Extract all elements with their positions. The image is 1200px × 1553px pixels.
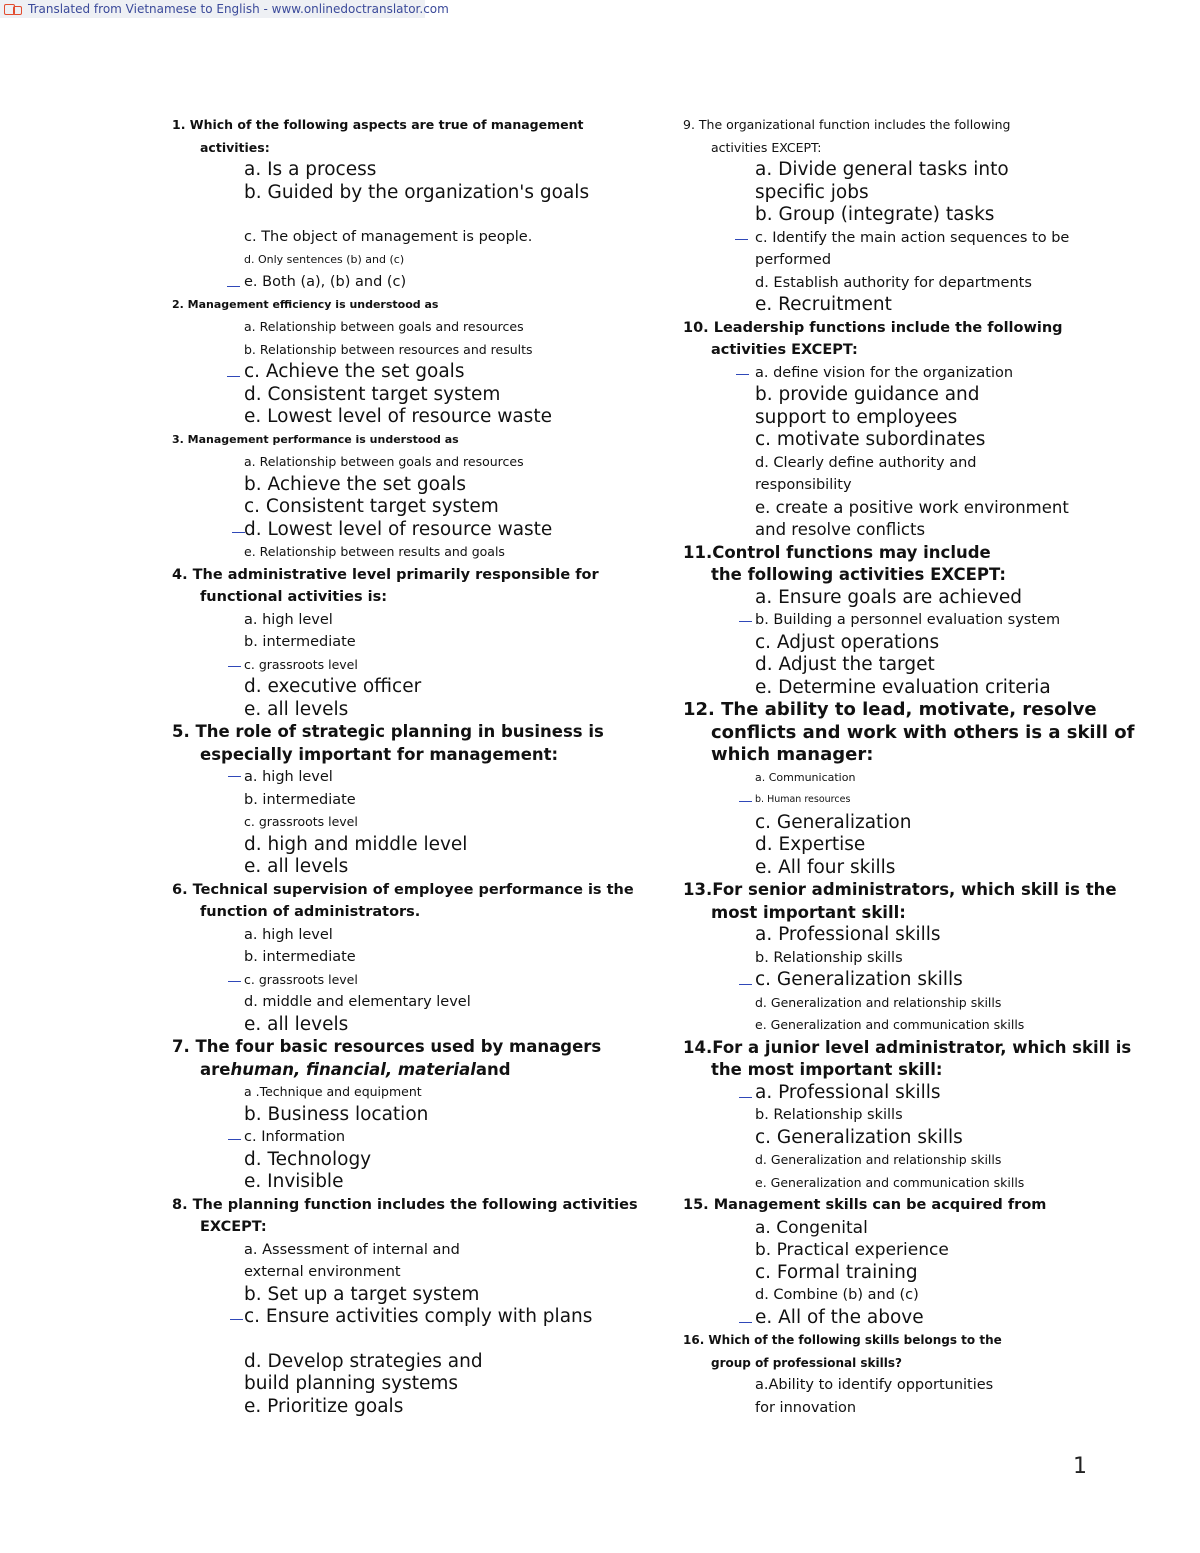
question-15 (683, 1194, 1153, 1329)
option-e: e. All of the above (683, 1307, 1153, 1330)
option-a: a. Communication (755, 770, 856, 784)
question-14 (683, 1037, 1153, 1195)
option-a: a. Divide general tasks into specific jobs (755, 159, 1009, 203)
question-4 (172, 564, 642, 722)
option-e: e. Prioritize goals (244, 1395, 404, 1417)
option-e: e. Lowest level of resource waste (244, 406, 552, 427)
option-d: d. middle and elementary level (244, 994, 471, 1010)
option-b: b. Business location (244, 1103, 429, 1125)
answer-mark (736, 374, 749, 375)
option-c: c. grassroots level (172, 969, 642, 992)
question-title: 15. Management skills can be acquired from (683, 1197, 1047, 1213)
option-a: a. high level (244, 611, 333, 628)
option-d: d. executive officer (244, 676, 422, 697)
option-d: d. Clearly define authority and responsibility (755, 454, 977, 493)
option-b: b. intermediate (244, 634, 356, 650)
answer-mark (227, 286, 240, 287)
option-a: a. Professional skills (755, 924, 941, 945)
right-column (683, 114, 1153, 1419)
option-a: a. Ensure goals are achieved (755, 586, 1023, 608)
answer-mark (230, 1319, 243, 1320)
question-9 (683, 114, 1153, 317)
option-e: e. Generalization and communication skills (755, 1174, 1025, 1190)
option-c: c. motivate subordinates (755, 429, 986, 450)
question-title: 2. Management efficiency is understood as (172, 297, 439, 311)
option-c: c. Ensure activities comply with plans (172, 1306, 642, 1329)
option-b: b. Set up a target system (244, 1283, 480, 1305)
question-title: 9. The organizational function includes the following activities EXCEPT: (683, 117, 1011, 155)
option-c: c. Generalization skills (755, 1126, 963, 1148)
option-e: e. all levels (244, 698, 349, 720)
option-d: d. Establish authority for departments (755, 274, 1032, 291)
option-a: a .Technique and equipment (244, 1084, 422, 1099)
answer-mark (739, 1097, 752, 1098)
option-a: a. Professional skills (683, 1082, 1153, 1105)
translation-banner[interactable] (0, 0, 449, 18)
question-11 (683, 542, 1153, 700)
option-b: b. intermediate (244, 791, 356, 808)
translator-logo-icon (4, 3, 24, 15)
option-e: e. Invisible (244, 1171, 344, 1192)
option-a: a. define vision for the organization (683, 362, 1153, 385)
question-6 (172, 879, 642, 1037)
option-e: e. Determine evaluation criteria (755, 676, 1051, 698)
question-title: 8. The planning function includes the following activities EXCEPT: (172, 1196, 638, 1235)
answer-mark (739, 621, 752, 622)
question-13 (683, 879, 1153, 1037)
question-title: 6. Technical supervision of employee performance is the function of administrators. (172, 881, 634, 920)
banner-text: Translated from Vietnamese to English - www.onlinedoctranslator.com (28, 2, 449, 16)
question-8 (172, 1194, 642, 1419)
answer-mark (228, 666, 241, 667)
option-e: e. all levels (244, 1013, 349, 1035)
question-3 (172, 429, 642, 564)
option-d: d. Generalization and relationship skills (755, 994, 1002, 1010)
option-e: e. create a positive work environment and resolve conflicts (755, 497, 1069, 539)
option-b: b. Achieve the set goals (244, 473, 467, 495)
option-b: b. Relationship skills (755, 949, 903, 966)
option-b: b. intermediate (244, 949, 356, 965)
option-d: d. Lowest level of resource waste (172, 519, 642, 542)
option-d: d. Technology (244, 1148, 372, 1170)
option-e: e. Recruitment (755, 294, 892, 315)
left-column (172, 114, 642, 1418)
answer-mark (739, 801, 752, 802)
option-b: b. Practical experience (755, 1240, 949, 1260)
option-a: a.Ability to identify opportunities for innovation (755, 1377, 994, 1416)
page-number: 1 (1073, 1454, 1087, 1479)
option-b: b. Relationship between resources and results (244, 341, 533, 357)
option-a: a. Assessment of internal and external environment (244, 1241, 460, 1280)
question-10 (683, 317, 1153, 542)
option-c: c. Formal training (755, 1261, 918, 1283)
option-e: e. All four skills (755, 856, 896, 878)
option-c: c. grassroots level (172, 654, 642, 677)
answer-mark (735, 239, 748, 240)
option-d: d. high and middle level (244, 833, 468, 855)
option-b: b. Relationship skills (755, 1107, 903, 1123)
question-title: 4. The administrative level primarily responsible for functional activities is: (172, 566, 599, 605)
option-c: c. Achieve the set goals (172, 361, 642, 384)
option-c: c. Generalization skills (683, 969, 1153, 992)
option-b: b. Group (integrate) tasks (755, 204, 995, 225)
option-a: a. Is a process (244, 159, 377, 180)
option-b: b. Human resources (683, 789, 1153, 812)
option-c: c. Adjust operations (755, 631, 940, 653)
question-12 (683, 699, 1153, 879)
question-title: 12. The ability to lead, motivate, resolve conflicts and work with others is a skill of which manager: (683, 699, 1135, 765)
question-title: 1. Which of the following aspects are true of management activities: (172, 117, 584, 155)
answer-mark (228, 1139, 241, 1140)
question-1 (172, 114, 642, 294)
answer-mark (232, 532, 245, 533)
question-title: 16. Which of the following skills belongs to the group of professional skills? (683, 1333, 1002, 1370)
option-a: a. Relationship between goals and resources (244, 319, 524, 334)
option-b: b. provide guidance and support to employees (755, 384, 980, 428)
question-title: 7. The four basic resources used by managers arehuman, financial, materialand (172, 1037, 602, 1079)
option-d: d. Expertise (755, 834, 866, 855)
question-title: 13.For senior administrators, which skill is the most important skill: (683, 880, 1117, 922)
option-a: a. high level (244, 926, 333, 943)
question-5 (172, 721, 642, 879)
option-d: d. Only sentences (b) and (c) (244, 252, 405, 266)
answer-mark (228, 981, 241, 982)
answer-mark (228, 776, 241, 777)
option-a: a. high level (172, 766, 642, 789)
option-c: c. Consistent target system (244, 496, 499, 517)
question-2 (172, 294, 642, 429)
option-d: d. Develop strategies and build planning systems (244, 1350, 483, 1394)
question-title: 5. The role of strategic planning in business is especially important for management: (172, 722, 604, 764)
option-a: a. Relationship between goals and resources (244, 454, 524, 469)
answer-mark (739, 984, 752, 985)
option-e: e. Relationship between results and goals (244, 544, 505, 559)
option-c: c. The object of management is people. (244, 229, 533, 245)
option-c: c. Information (172, 1126, 642, 1149)
option-d: d. Consistent target system (244, 383, 501, 405)
option-e: e. all levels (244, 856, 349, 877)
answer-mark (227, 376, 240, 377)
option-c: c. Identify the main action sequences to be performed (683, 227, 1153, 272)
option-d: d. Combine (b) and (c) (755, 1287, 919, 1303)
option-a: a. Congenital (755, 1217, 868, 1238)
question-title: 14.For a junior level administrator, which skill is the most important skill: (683, 1037, 1132, 1079)
question-title: 3. Management performance is understood as (172, 432, 459, 446)
option-e: e. Both (a), (b) and (c) (172, 271, 642, 294)
option-d: d. Adjust the target (755, 654, 935, 675)
question-title: 10. Leadership functions include the following activities EXCEPT: (683, 319, 1063, 358)
option-c: c. Generalization (755, 811, 912, 833)
question-7 (172, 1036, 642, 1194)
question-16 (683, 1329, 1153, 1419)
option-c: c. grassroots level (244, 814, 358, 829)
answer-mark (739, 1322, 752, 1323)
option-d: d. Generalization and relationship skills (755, 1152, 1002, 1167)
question-title: 11.Control functions may include the following activities EXCEPT: (683, 542, 1006, 584)
option-b: b. Building a personnel evaluation system (683, 609, 1153, 632)
option-e: e. Generalization and communication skills (755, 1017, 1025, 1032)
option-b: b. Guided by the organization's goals (244, 181, 590, 203)
